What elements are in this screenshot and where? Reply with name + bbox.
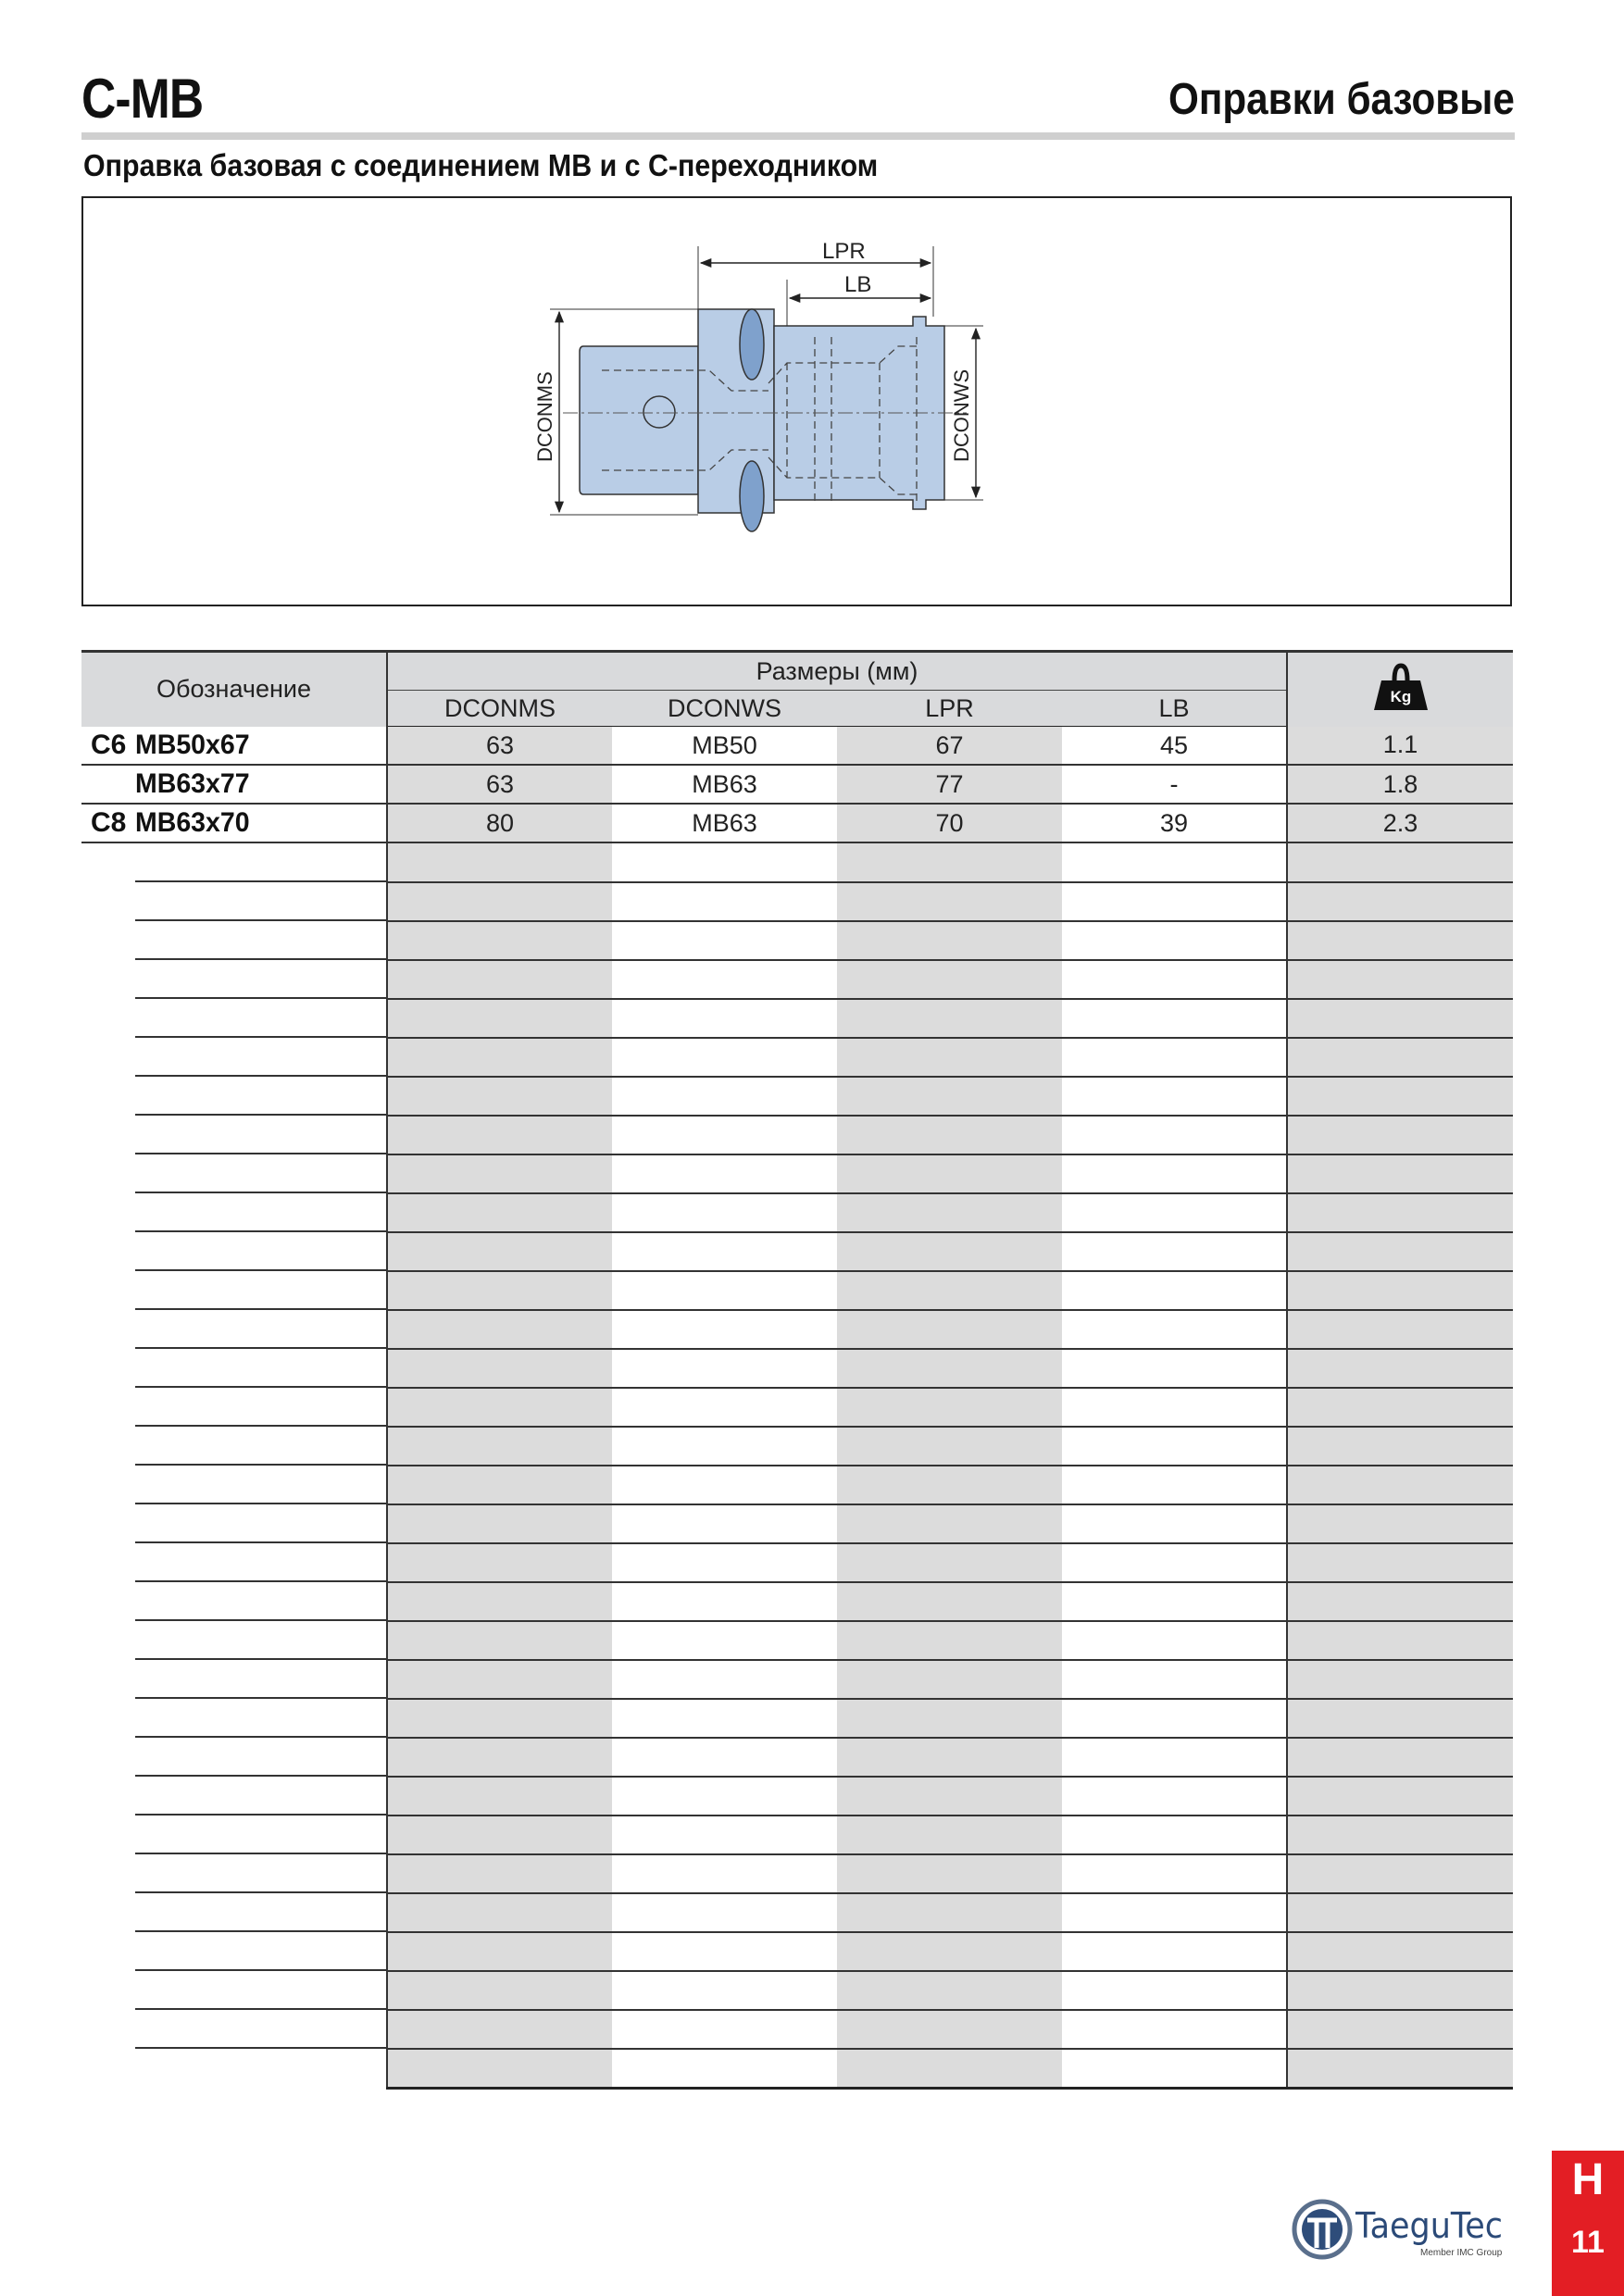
empty-value-cell [1287, 960, 1513, 999]
empty-table-row [81, 1077, 1513, 1116]
empty-designation-cell [81, 1310, 387, 1349]
empty-table-row [81, 1038, 1513, 1077]
empty-value-cell [387, 1854, 612, 1893]
empty-table-row [81, 1116, 1513, 1154]
brand-subline: Member IMC Group [1420, 2248, 1503, 2258]
empty-table-row [81, 1427, 1513, 1466]
empty-designation-cell [81, 1193, 387, 1232]
taegutec-logo [1291, 2185, 1522, 2268]
empty-table-row [81, 1777, 1513, 1816]
empty-value-cell [1062, 1582, 1287, 1621]
empty-value-cell [612, 1232, 837, 1271]
empty-designation-cell [81, 1854, 387, 1893]
empty-value-cell [612, 1582, 837, 1621]
empty-value-cell [1287, 1038, 1513, 1077]
empty-value-cell [1062, 1971, 1287, 2010]
empty-table-row [81, 1971, 1513, 2010]
empty-value-cell [1287, 1699, 1513, 1738]
table-row [81, 727, 1513, 766]
empty-value-cell [837, 1816, 1062, 1854]
empty-table-row [81, 1816, 1513, 1854]
empty-value-cell [1287, 1193, 1513, 1232]
empty-value-cell [837, 1932, 1062, 1971]
lb-cell: - [1062, 765, 1287, 804]
empty-table-row [81, 1504, 1513, 1543]
empty-value-cell [1062, 1543, 1287, 1582]
empty-table-row [81, 1932, 1513, 1971]
empty-value-cell [837, 1154, 1062, 1193]
dimensions-header: Размеры (мм) [387, 652, 1287, 691]
empty-table-row [81, 2049, 1513, 2089]
empty-value-cell [387, 1154, 612, 1193]
empty-value-cell [1287, 1310, 1513, 1349]
empty-value-cell [1287, 1116, 1513, 1154]
empty-value-cell [1062, 1077, 1287, 1116]
weight-cell: 2.3 [1287, 804, 1513, 842]
empty-value-cell [1287, 1582, 1513, 1621]
empty-value-cell [1287, 1893, 1513, 1932]
empty-value-cell [387, 882, 612, 921]
lb-label: LB [844, 272, 872, 297]
empty-value-cell [1287, 1621, 1513, 1660]
lpr-cell: 77 [837, 765, 1062, 804]
weight-cell: 1.1 [1287, 727, 1513, 766]
empty-table-row [81, 1466, 1513, 1504]
empty-value-cell [612, 1349, 837, 1388]
empty-value-cell [1062, 1427, 1287, 1466]
empty-value-cell [1287, 1777, 1513, 1816]
empty-value-cell [387, 1893, 612, 1932]
empty-value-cell [837, 1038, 1062, 1077]
technical-drawing-frame [81, 196, 1512, 606]
empty-value-cell [837, 1116, 1062, 1154]
empty-value-cell [1062, 1699, 1287, 1738]
empty-value-cell [612, 1932, 837, 1971]
empty-value-cell [387, 1504, 612, 1543]
empty-designation-cell [81, 1504, 387, 1543]
empty-value-cell [1062, 1154, 1287, 1193]
empty-value-cell [1062, 999, 1287, 1038]
empty-value-cell [837, 1193, 1062, 1232]
empty-value-cell [387, 1271, 612, 1310]
empty-value-cell [1287, 2010, 1513, 2049]
empty-designation-cell [81, 1388, 387, 1427]
weight-cell: 1.8 [1287, 765, 1513, 804]
empty-table-row [81, 1738, 1513, 1777]
empty-value-cell [1062, 2010, 1287, 2049]
empty-table-row [81, 1271, 1513, 1310]
empty-value-cell [612, 1116, 837, 1154]
empty-value-cell [387, 1310, 612, 1349]
designation-header: Обозначение [81, 652, 387, 727]
empty-value-cell [387, 1232, 612, 1271]
page-number: 11 [1571, 2225, 1605, 2260]
holder-technical-drawing [83, 198, 1514, 608]
empty-table-row [81, 1310, 1513, 1349]
empty-value-cell [387, 1582, 612, 1621]
empty-value-cell [387, 1077, 612, 1116]
column-header-dconms: DCONMS [387, 691, 612, 727]
empty-value-cell [387, 1971, 612, 2010]
empty-value-cell [1062, 1932, 1287, 1971]
empty-value-cell [612, 1427, 837, 1466]
empty-value-cell [387, 1699, 612, 1738]
empty-value-cell [612, 1971, 837, 2010]
taegutec-emblem-icon [1291, 2192, 1355, 2266]
empty-value-cell [837, 1621, 1062, 1660]
empty-value-cell [387, 1466, 612, 1504]
empty-table-row [81, 1193, 1513, 1232]
weight-header [1287, 652, 1513, 727]
dconms-cell: 63 [387, 727, 612, 766]
empty-value-cell [387, 1349, 612, 1388]
empty-value-cell [387, 1116, 612, 1154]
empty-designation-cell [81, 999, 387, 1038]
empty-designation-cell [81, 882, 387, 921]
empty-value-cell [1062, 1777, 1287, 1816]
column-header-lb: LB [1062, 691, 1287, 727]
empty-value-cell [612, 2010, 837, 2049]
empty-table-row [81, 2010, 1513, 2049]
empty-value-cell [387, 921, 612, 960]
empty-value-cell [1287, 1427, 1513, 1466]
empty-value-cell [612, 1388, 837, 1427]
empty-value-cell [612, 1893, 837, 1932]
empty-value-cell [612, 1660, 837, 1699]
empty-value-cell [1287, 1543, 1513, 1582]
empty-table-row [81, 960, 1513, 999]
empty-designation-cell [81, 1777, 387, 1816]
lpr-cell: 67 [837, 727, 1062, 766]
empty-designation-cell [81, 1660, 387, 1699]
empty-value-cell [387, 1621, 612, 1660]
empty-designation-cell [81, 1038, 387, 1077]
empty-table-row [81, 921, 1513, 960]
empty-value-cell [1287, 842, 1513, 882]
empty-value-cell [612, 882, 837, 921]
column-header-dconws: DCONWS [612, 691, 837, 727]
empty-value-cell [1287, 1504, 1513, 1543]
empty-value-cell [387, 2010, 612, 2049]
empty-table-row [81, 1660, 1513, 1699]
empty-designation-cell [81, 1738, 387, 1777]
empty-value-cell [612, 1738, 837, 1777]
dconms-label: DCONMS [533, 371, 556, 462]
empty-value-cell [612, 1854, 837, 1893]
empty-value-cell [837, 1271, 1062, 1310]
empty-value-cell [837, 1543, 1062, 1582]
empty-value-cell [387, 1777, 612, 1816]
empty-value-cell [612, 1816, 837, 1854]
weight-kg-icon [1372, 660, 1430, 712]
empty-designation-cell [81, 1971, 387, 2010]
empty-value-cell [837, 882, 1062, 921]
empty-value-cell [612, 1271, 837, 1310]
empty-value-cell [1062, 1038, 1287, 1077]
empty-value-cell [612, 1543, 837, 1582]
empty-table-row [81, 882, 1513, 921]
empty-table-row [81, 1349, 1513, 1388]
designation-cell: C6 MB50x67 [81, 727, 387, 766]
empty-value-cell [837, 1854, 1062, 1893]
empty-designation-cell [81, 1893, 387, 1932]
empty-value-cell [1287, 1466, 1513, 1504]
empty-value-cell [612, 1193, 837, 1232]
empty-value-cell [612, 921, 837, 960]
empty-designation-cell [81, 1154, 387, 1193]
empty-value-cell [837, 1504, 1062, 1543]
empty-value-cell [612, 842, 837, 882]
empty-value-cell [612, 1310, 837, 1349]
empty-designation-cell [81, 2010, 387, 2049]
empty-value-cell [1062, 1232, 1287, 1271]
empty-value-cell [837, 999, 1062, 1038]
empty-value-cell [837, 1388, 1062, 1427]
brand-name: TaeguTec [1355, 2205, 1504, 2246]
empty-value-cell [1287, 2049, 1513, 2089]
empty-table-row [81, 1621, 1513, 1660]
empty-value-cell [612, 1621, 837, 1660]
shank-part [580, 346, 698, 494]
empty-value-cell [387, 1932, 612, 1971]
empty-value-cell [1287, 1232, 1513, 1271]
empty-value-cell [837, 1582, 1062, 1621]
empty-value-cell [837, 1466, 1062, 1504]
empty-value-cell [612, 1154, 837, 1193]
empty-value-cell [1062, 882, 1287, 921]
empty-value-cell [1062, 1504, 1287, 1543]
empty-value-cell [612, 1077, 837, 1116]
column-header-lpr: LPR [837, 691, 1062, 727]
lb-cell: 39 [1062, 804, 1287, 842]
empty-value-cell [1062, 1349, 1287, 1388]
designation-cell: MB63x77 [81, 765, 387, 804]
empty-designation-cell [81, 1543, 387, 1582]
specification-table [81, 650, 1513, 2090]
empty-value-cell [1062, 842, 1287, 882]
empty-table-row [81, 1699, 1513, 1738]
table-row [81, 765, 1513, 804]
empty-designation-cell [81, 960, 387, 999]
empty-value-cell [1062, 1271, 1287, 1310]
empty-value-cell [837, 1660, 1062, 1699]
empty-value-cell [1062, 1660, 1287, 1699]
empty-value-cell [1287, 1738, 1513, 1777]
empty-value-cell [1287, 999, 1513, 1038]
empty-value-cell [1062, 1816, 1287, 1854]
empty-value-cell [837, 1077, 1062, 1116]
empty-value-cell [837, 921, 1062, 960]
empty-value-cell [837, 2010, 1062, 2049]
upper-slot [740, 309, 764, 380]
empty-designation-cell [81, 1427, 387, 1466]
empty-value-cell [387, 1193, 612, 1232]
dconws-cell: MB63 [612, 804, 837, 842]
empty-designation-cell [81, 2049, 387, 2089]
empty-value-cell [612, 1777, 837, 1816]
empty-value-cell [1287, 1271, 1513, 1310]
empty-value-cell [837, 1232, 1062, 1271]
empty-designation-cell [81, 1699, 387, 1738]
dconms-cell: 80 [387, 804, 612, 842]
section-tab [1552, 2151, 1624, 2296]
empty-designation-cell [81, 921, 387, 960]
empty-value-cell [837, 1777, 1062, 1816]
empty-table-row [81, 842, 1513, 882]
empty-value-cell [612, 1466, 837, 1504]
empty-value-cell [1062, 1854, 1287, 1893]
empty-table-row [81, 1854, 1513, 1893]
svg-text:Kg: Kg [1390, 688, 1411, 706]
product-subtitle: Оправка базовая с соединением MB и с C-переходником [83, 148, 879, 182]
empty-value-cell [1287, 1971, 1513, 2010]
empty-table-row [81, 1582, 1513, 1621]
empty-value-cell [1287, 1660, 1513, 1699]
empty-value-cell [1062, 921, 1287, 960]
empty-designation-cell [81, 1232, 387, 1271]
dconws-cell: MB50 [612, 727, 837, 766]
empty-value-cell [1287, 921, 1513, 960]
empty-value-cell [387, 1427, 612, 1466]
empty-value-cell [612, 960, 837, 999]
empty-table-row [81, 1154, 1513, 1193]
empty-value-cell [1062, 1621, 1287, 1660]
empty-value-cell [837, 1427, 1062, 1466]
empty-value-cell [387, 1543, 612, 1582]
empty-value-cell [1287, 1932, 1513, 1971]
empty-value-cell [837, 1893, 1062, 1932]
empty-value-cell [612, 1699, 837, 1738]
empty-value-cell [387, 1816, 612, 1854]
empty-value-cell [387, 1038, 612, 1077]
empty-value-cell [1062, 1116, 1287, 1154]
lb-cell: 45 [1062, 727, 1287, 766]
empty-designation-cell [81, 1349, 387, 1388]
empty-value-cell [1062, 1893, 1287, 1932]
empty-value-cell [1062, 1738, 1287, 1777]
empty-value-cell [387, 2049, 612, 2089]
title-divider [81, 132, 1515, 140]
empty-value-cell [612, 2049, 837, 2089]
empty-value-cell [1062, 1193, 1287, 1232]
empty-designation-cell [81, 1116, 387, 1154]
empty-value-cell [387, 999, 612, 1038]
empty-value-cell [837, 1310, 1062, 1349]
empty-value-cell [1287, 1388, 1513, 1427]
lpr-cell: 70 [837, 804, 1062, 842]
empty-value-cell [387, 1738, 612, 1777]
empty-designation-cell [81, 1932, 387, 1971]
empty-value-cell [837, 1699, 1062, 1738]
empty-value-cell [387, 960, 612, 999]
lower-slot [740, 461, 764, 531]
empty-value-cell [1062, 1466, 1287, 1504]
empty-table-row [81, 999, 1513, 1038]
empty-table-row [81, 1232, 1513, 1271]
empty-value-cell [1062, 2049, 1287, 2089]
empty-value-cell [387, 1388, 612, 1427]
empty-value-cell [387, 1660, 612, 1699]
empty-value-cell [837, 1738, 1062, 1777]
page-code-title: C-MB [81, 68, 204, 130]
empty-value-cell [837, 2049, 1062, 2089]
empty-value-cell [1287, 1854, 1513, 1893]
category-title: Оправки базовые [1168, 75, 1515, 124]
empty-designation-cell [81, 842, 387, 882]
empty-value-cell [387, 842, 612, 882]
empty-designation-cell [81, 1582, 387, 1621]
empty-value-cell [612, 999, 837, 1038]
empty-value-cell [837, 1349, 1062, 1388]
section-letter: H [1571, 2155, 1605, 2204]
empty-value-cell [837, 1971, 1062, 2010]
empty-designation-cell [81, 1466, 387, 1504]
empty-designation-cell [81, 1816, 387, 1854]
empty-value-cell [837, 960, 1062, 999]
empty-designation-cell [81, 1271, 387, 1310]
empty-table-row [81, 1388, 1513, 1427]
empty-value-cell [1287, 882, 1513, 921]
designation-cell: C8 MB63x70 [81, 804, 387, 842]
empty-value-cell [1062, 1388, 1287, 1427]
empty-value-cell [1287, 1154, 1513, 1193]
lpr-label: LPR [822, 239, 866, 264]
empty-value-cell [1287, 1077, 1513, 1116]
empty-value-cell [1062, 960, 1287, 999]
dconws-label: DCONWS [950, 368, 973, 462]
empty-value-cell [837, 842, 1062, 882]
empty-designation-cell [81, 1077, 387, 1116]
empty-table-row [81, 1543, 1513, 1582]
empty-table-row [81, 1893, 1513, 1932]
empty-designation-cell [81, 1621, 387, 1660]
empty-value-cell [1287, 1349, 1513, 1388]
dconws-cell: MB63 [612, 765, 837, 804]
empty-value-cell [1287, 1816, 1513, 1854]
empty-value-cell [612, 1504, 837, 1543]
empty-value-cell [612, 1038, 837, 1077]
dconms-cell: 63 [387, 765, 612, 804]
table-row [81, 804, 1513, 842]
empty-value-cell [1062, 1310, 1287, 1349]
